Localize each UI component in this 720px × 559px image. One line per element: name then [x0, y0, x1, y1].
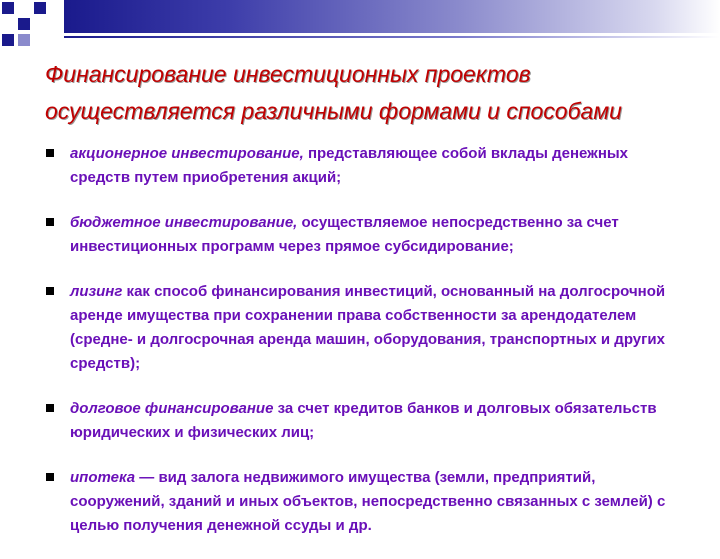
item-term: долговое финансирование — [70, 400, 274, 417]
corner-decoration — [0, 0, 60, 50]
square-bullet-icon — [46, 287, 54, 295]
header-gradient-bar — [64, 0, 720, 33]
item-text: осуществляемое непосредственно за счет инвестиционных программ через прямое субсидирование; — [70, 214, 619, 255]
square-bullet-icon — [46, 218, 54, 226]
item-text: — вид залога недвижимого имущества (земли, предприятий, сооружений, зданий и иных объектов, непосредственно связанных с землей) с целью получения денежной ссуды и др. — [70, 469, 666, 534]
square-bullet-icon — [46, 473, 54, 481]
square-bullet-icon — [46, 404, 54, 412]
list-item — [45, 466, 685, 538]
item-term: бюджетное инвестирование, — [70, 214, 298, 231]
item-term: акционерное инвестирование, — [70, 145, 304, 162]
square-bullet-icon — [46, 149, 54, 157]
title-line-2: осуществляется различными формами и способами — [45, 98, 622, 124]
list-item — [45, 280, 685, 376]
item-term: лизинг — [70, 283, 123, 300]
item-text: как способ финансирования инвестиций, основанный на долгосрочной аренде имущества при сохранении права собственности за арендодателем (средне- и долгосрочная аренда машин, оборудования, транспортных и других средств); — [70, 283, 666, 372]
header-rule — [64, 36, 720, 38]
list-item — [45, 211, 685, 259]
list-item — [45, 397, 685, 445]
bullet-list — [45, 142, 685, 559]
slide-title — [45, 56, 695, 130]
item-text: представляющее собой вклады денежных средств путем приобретения акций; — [70, 145, 629, 186]
list-item — [45, 142, 685, 190]
item-term: ипотека — [70, 469, 136, 486]
title-line-1: Финансирование инвестиционных проектов — [45, 61, 531, 87]
item-text: за счет кредитов банков и долговых обязательств юридических и физических лиц; — [70, 400, 657, 441]
